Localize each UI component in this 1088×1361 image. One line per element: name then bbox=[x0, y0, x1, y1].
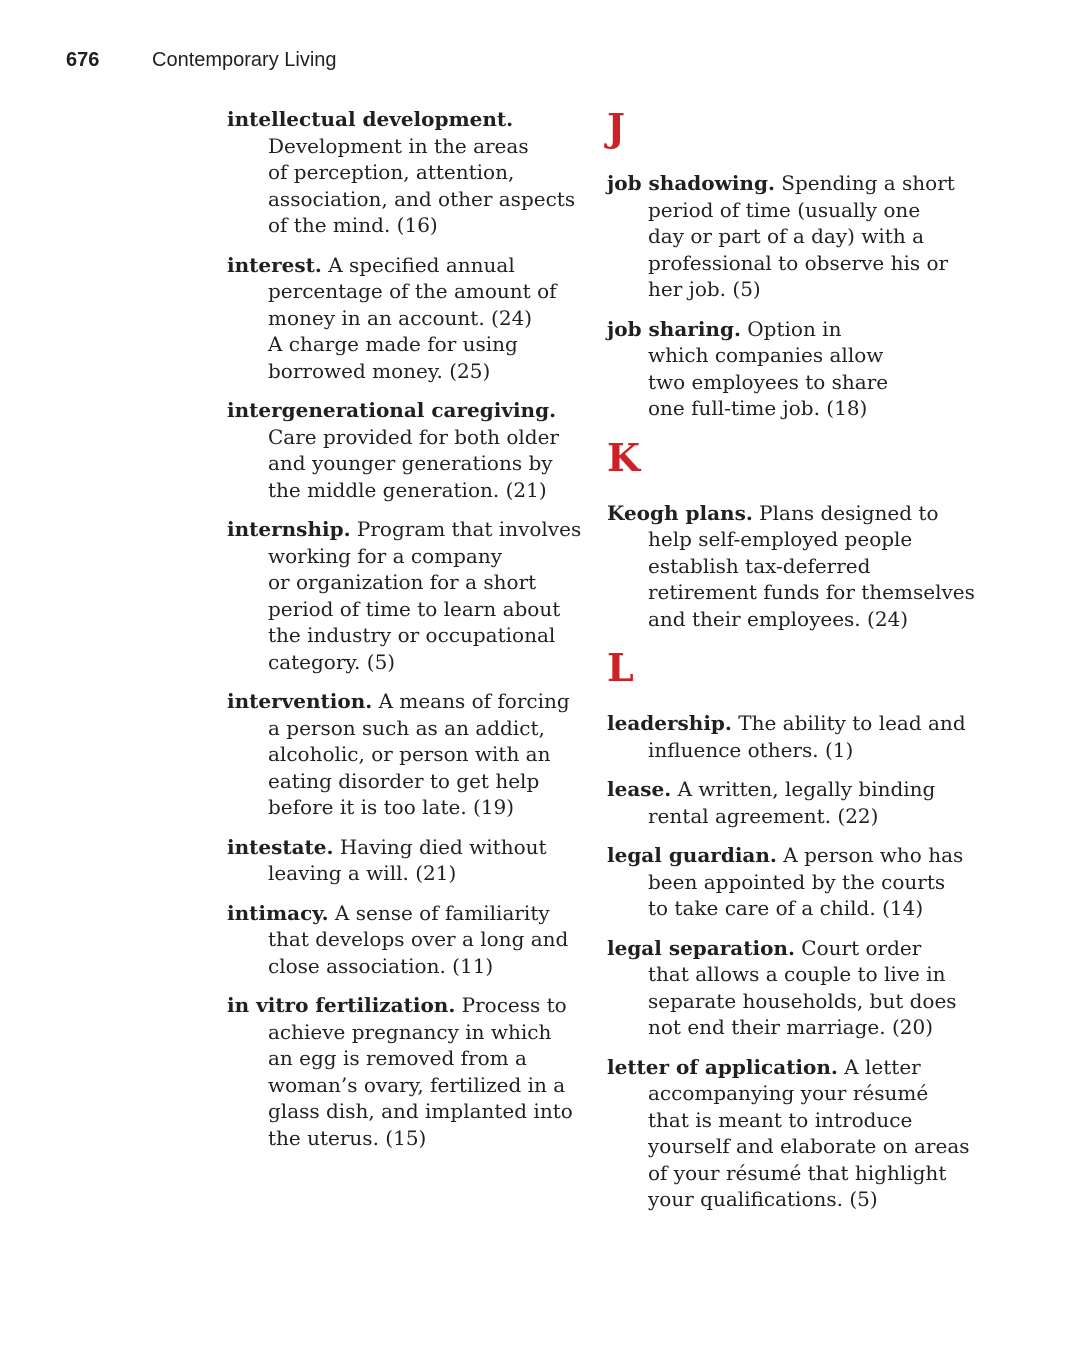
entry-definition-line: the uterus. (15) bbox=[268, 1125, 427, 1150]
glossary-column-right bbox=[607, 106, 992, 1226]
entry-term: in vitro fertilization. bbox=[227, 993, 456, 1017]
entry-definition-line: that develops over a long and bbox=[268, 927, 569, 951]
entry-continuation bbox=[227, 926, 592, 979]
glossary-entry bbox=[227, 516, 592, 675]
entry-first-line bbox=[227, 106, 592, 133]
entry-term: intellectual development. bbox=[227, 107, 514, 131]
glossary-entry bbox=[227, 992, 592, 1151]
entry-definition-line: an egg is removed from a bbox=[268, 1046, 527, 1070]
entry-definition-lead: Court order bbox=[801, 935, 922, 960]
entry-term: legal guardian. bbox=[607, 843, 777, 867]
entry-continuation bbox=[227, 424, 592, 504]
page-number: 676 bbox=[66, 49, 100, 71]
entry-definition-line: that allows a couple to live in bbox=[648, 962, 946, 986]
entry-definition-line: money in an account. (24) bbox=[268, 305, 533, 330]
section-letter-l: L bbox=[607, 645, 634, 690]
entry-continuation bbox=[607, 1080, 992, 1213]
entry-definition-line: category. (5) bbox=[268, 649, 396, 674]
entry-first-line bbox=[607, 710, 992, 737]
entry-term: job sharing. bbox=[607, 316, 741, 341]
entry-first-line bbox=[227, 688, 592, 715]
entry-definition-line: which companies allow bbox=[648, 343, 884, 367]
entry-continuation bbox=[607, 803, 992, 830]
entry-first-line bbox=[607, 500, 992, 527]
entry-continuation bbox=[227, 278, 592, 384]
entry-continuation bbox=[607, 197, 992, 303]
entry-definition-line: percentage of the amount of bbox=[268, 279, 557, 303]
entry-definition-line: separate households, but does bbox=[648, 988, 957, 1013]
section-letter-j: J bbox=[607, 105, 625, 150]
entry-definition-line: her job. (5) bbox=[648, 277, 761, 301]
glossary-entry bbox=[607, 935, 992, 1041]
glossary-column-left bbox=[227, 106, 592, 1164]
glossary-entry bbox=[227, 252, 592, 385]
entry-continuation bbox=[227, 715, 592, 821]
entry-definition-lead: The ability to lead and bbox=[738, 711, 966, 735]
entry-definition-lead: A means of forcing bbox=[378, 689, 570, 713]
entry-continuation bbox=[607, 737, 992, 764]
entry-first-line bbox=[607, 316, 992, 343]
glossary-entry bbox=[227, 900, 592, 980]
entry-definition-lead: Having died without bbox=[339, 834, 547, 859]
entry-first-line bbox=[227, 834, 592, 861]
entry-continuation bbox=[227, 133, 592, 239]
entry-definition-line: influence others. (1) bbox=[648, 737, 854, 762]
entry-definition-line: A charge made for using bbox=[268, 332, 518, 356]
entry-term: internship. bbox=[227, 517, 351, 541]
glossary-entry bbox=[227, 688, 592, 821]
entry-first-line bbox=[227, 516, 592, 543]
entry-definition-line: day or part of a day) with a bbox=[648, 224, 925, 248]
entry-definition-line: been appointed by the courts bbox=[648, 869, 946, 894]
entry-definition-line: borrowed money. (25) bbox=[268, 358, 491, 383]
entry-term: intimacy. bbox=[227, 900, 329, 925]
entry-definition-line: of perception, attention, bbox=[268, 160, 515, 184]
entry-definition-line: to take care of a child. (14) bbox=[648, 896, 924, 920]
entry-definition-lead: Plans designed to bbox=[759, 500, 939, 525]
entry-definition-line: rental agreement. (22) bbox=[648, 803, 879, 828]
entry-definition-line: leaving a will. (21) bbox=[268, 861, 457, 885]
entry-definition-lead: A letter bbox=[844, 1054, 921, 1079]
entry-definition-line: a person such as an addict, bbox=[268, 715, 545, 740]
entry-definition-line: retirement funds for themselves bbox=[648, 580, 975, 604]
entry-continuation bbox=[607, 869, 992, 922]
entry-first-line bbox=[227, 992, 592, 1019]
entry-first-line bbox=[607, 776, 992, 803]
entry-first-line bbox=[227, 397, 592, 424]
entry-definition-line: before it is too late. (19) bbox=[268, 795, 515, 819]
entry-definition-lead: A specified annual bbox=[328, 252, 515, 277]
glossary-entry bbox=[607, 316, 992, 422]
entry-definition-lead: A written, legally binding bbox=[677, 777, 936, 801]
glossary-entry bbox=[607, 842, 992, 922]
glossary-entry bbox=[607, 1054, 992, 1213]
entry-definition-line: one full-time job. (18) bbox=[648, 396, 868, 420]
entry-first-line bbox=[607, 935, 992, 962]
glossary-entry bbox=[227, 106, 592, 239]
entry-definition-lead: A sense of familiarity bbox=[334, 900, 550, 925]
entry-definition-line: achieve pregnancy in which bbox=[268, 1019, 552, 1044]
entry-definition-line: eating disorder to get help bbox=[268, 768, 540, 793]
book-title: Contemporary Living bbox=[152, 49, 337, 71]
entry-term: job shadowing. bbox=[607, 171, 775, 195]
entry-term: lease. bbox=[607, 777, 672, 801]
entry-definition-lead: Spending a short bbox=[781, 171, 955, 195]
entry-definition-lead: A person who has bbox=[783, 843, 964, 867]
entry-continuation bbox=[227, 543, 592, 676]
entry-definition-line: woman’s ovary, fertilized in a bbox=[268, 1072, 566, 1097]
entry-definition-lead: Option in bbox=[747, 316, 842, 341]
entry-continuation bbox=[227, 1019, 592, 1152]
entry-definition-line: period of time (usually one bbox=[648, 197, 921, 222]
entry-definition-line: and younger generations by bbox=[268, 451, 553, 475]
glossary-entry bbox=[227, 834, 592, 887]
glossary-entry bbox=[607, 500, 992, 633]
entry-term: intestate. bbox=[227, 834, 334, 859]
entry-definition-line: professional to observe his or bbox=[648, 250, 949, 275]
entry-definition-line: of the mind. (16) bbox=[268, 213, 438, 237]
entry-term: Keogh plans. bbox=[607, 500, 753, 525]
entry-term: interest. bbox=[227, 252, 322, 277]
entry-term: letter of application. bbox=[607, 1054, 838, 1079]
entry-definition-line: alcoholic, or person with an bbox=[268, 742, 551, 766]
entry-definition-line: two employees to share bbox=[648, 369, 889, 394]
running-head bbox=[66, 48, 337, 72]
entry-term: intergenerational caregiving. bbox=[227, 398, 557, 422]
entry-definition-line: help self-employed people bbox=[648, 527, 913, 551]
entry-definition-line: Development in the areas bbox=[268, 133, 529, 158]
entry-definition-line: that is meant to introduce bbox=[648, 1107, 913, 1132]
entry-continuation bbox=[227, 860, 592, 887]
entry-definition-line: not end their marriage. (20) bbox=[648, 1015, 933, 1039]
entry-definition-line: period of time to learn about bbox=[268, 596, 561, 621]
entry-definition-line: Care provided for both older bbox=[268, 424, 559, 449]
entry-definition-line: yourself and elaborate on areas bbox=[648, 1134, 970, 1158]
entry-definition-line: glass dish, and implanted into bbox=[268, 1099, 573, 1123]
entry-term: legal separation. bbox=[607, 935, 795, 960]
entry-first-line bbox=[607, 1054, 992, 1081]
entry-definition-line: your qualifications. (5) bbox=[648, 1187, 878, 1211]
entry-definition-line: association, and other aspects bbox=[268, 186, 576, 211]
entry-definition-line: close association. (11) bbox=[268, 953, 494, 978]
glossary-entry bbox=[227, 397, 592, 503]
entry-definition-line: establish tax-deferred bbox=[648, 553, 871, 578]
entry-first-line bbox=[607, 170, 992, 197]
entry-first-line bbox=[227, 900, 592, 927]
entry-definition-line: working for a company bbox=[268, 543, 503, 568]
entry-continuation bbox=[607, 342, 992, 422]
glossary-entry bbox=[607, 710, 992, 763]
entry-definition-lead: Program that involves bbox=[356, 517, 582, 541]
entry-definition-line: or organization for a short bbox=[268, 570, 537, 594]
entry-term: leadership. bbox=[607, 711, 732, 735]
entry-definition-line: accompanying your résumé bbox=[648, 1081, 929, 1105]
entry-definition-line: the industry or occupational bbox=[268, 623, 556, 647]
glossary-entry bbox=[607, 170, 992, 303]
entry-first-line bbox=[607, 842, 992, 869]
entry-term: intervention. bbox=[227, 689, 373, 713]
entry-definition-line: and their employees. (24) bbox=[648, 606, 909, 631]
entry-first-line bbox=[227, 252, 592, 279]
glossary-entry bbox=[607, 776, 992, 829]
section-letter-k: K bbox=[607, 434, 641, 480]
entry-definition-lead: Process to bbox=[461, 993, 567, 1017]
entry-continuation bbox=[607, 526, 992, 632]
entry-continuation bbox=[607, 961, 992, 1041]
entry-definition-line: of your résumé that highlight bbox=[648, 1160, 947, 1185]
entry-definition-line: the middle generation. (21) bbox=[268, 477, 547, 502]
